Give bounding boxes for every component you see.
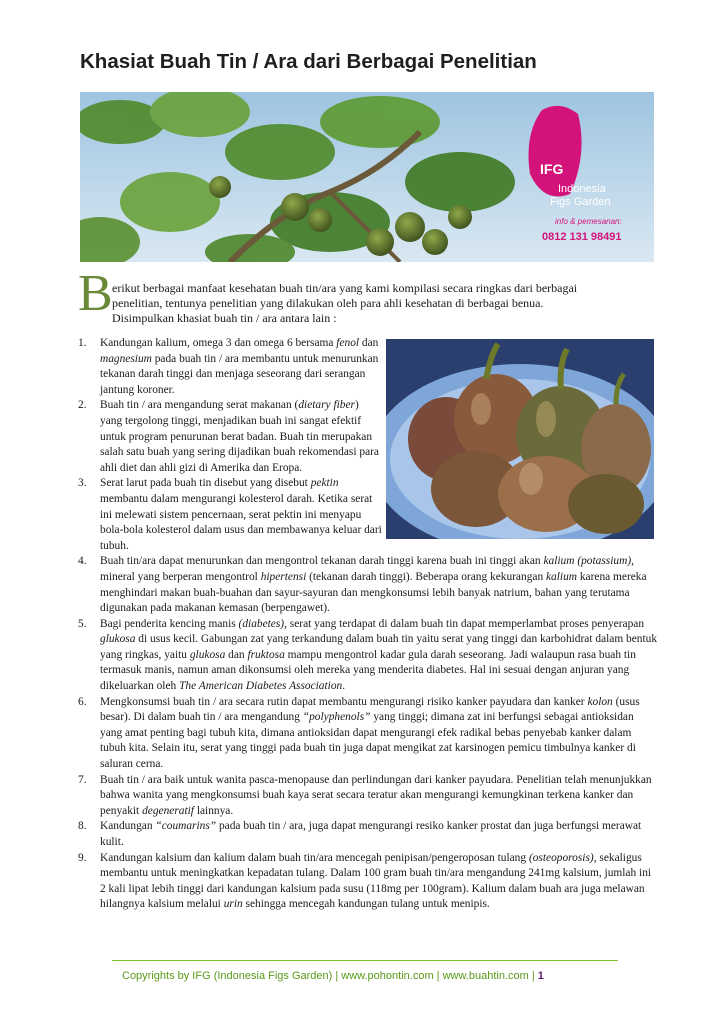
item-text: Buah tin / ara mengandung serat makanan ( [100,399,299,412]
list-item [78,398,382,476]
item-text: membantu dalam mengurangi kolesterol darah. Ketika serat ini melewati sistem pencernaan, serat pektin ini menyapu bola-bola kolesterol dalam usus dan membawanya keluar dari tubuh. [100,492,382,552]
item-text: . [342,680,346,693]
benefits-list [78,336,658,913]
item-text: di usus kecil. Gabungan zat yang terkandung dalam buah tin yaitu serat yang tinggi dan karbohidrat dalam bentuk yang ringkas, yaitu [100,633,658,661]
footer [122,970,544,982]
list-item [78,554,658,616]
item-text: Kandungan [100,820,156,833]
item-italic: pektin [310,477,339,490]
fig-tree-image [80,92,654,262]
list-number: 4. [78,555,87,568]
item-italic: kolon [587,695,613,708]
item-text: Mengkonsumsi buah tin / ara secara rutin dapat membantu mengurangi risiko kanker payudara dan kanker [100,695,588,708]
item-text: dan [225,648,248,661]
list-item [78,773,658,820]
item-text: yang tinggi; dimana zat ini berfungsi sebagai antioksidan yang amat penting bagi tubuh kita, dimana antioksidan dapat mengurangi efek radikal bebas penyebab kanker dalam tubuh kita. Selain itu, serat yang tinggi pada buah tin juga dapat mengikat zat karsinogen pemicu timbulnya kanker di saluran cerna. [100,711,636,771]
footer-divider [112,960,618,961]
logo-short: IFG [540,161,564,177]
item-italic: kalium (potassium) [543,555,632,568]
info-label: info & pemesanan: [555,217,622,226]
logo-name-2: Figs Garden [550,196,611,208]
item-text: , sekaligus membantu untuk meningkatkan kepadatan tulang. Dalam 100 gram buah tin/ara mengandung 241mg kalsium, jumlah ini 2 kali lipat lebih tinggi dari kandungan kalsium pada susu (118mg per 100gram). Kalium dalam buah ara juga melawan hilangnya kalsium melalui [100,851,652,911]
item-italic: kalium [545,570,577,583]
list-item [78,476,382,554]
list-number: 7. [78,773,87,786]
intro-line: penelitian, tentunya penelitian yang dilakukan oleh para ahli kesehatan di berbagai benua. [112,296,544,310]
list-item [78,617,658,695]
item-text: Buah tin / ara baik untuk wanita pasca-menopause dan perlindungan dari kanker payudara. Penelitian telah menunjukkan bahwa wanita yang mengkonsumsi buah kaya serat secara teratur akan mengurangi kemungkinan terkena kanker dan penyakit [100,773,652,817]
item-text: , mineral yang berperan mengontrol [100,555,634,583]
item-text: Kandungan kalsium dan kalium dalam buah tin/ara mencegah penipisan/pengeroposan tulang [100,851,529,864]
list-item [78,851,658,913]
item-text: Bagi penderita kencing manis [100,617,239,630]
item-italic: glukosa [100,633,136,646]
drop-cap: B [78,265,113,322]
item-text: Serat larut pada buah tin disebut yang disebut [100,477,311,490]
list-item [78,695,658,773]
item-text: mampu mengontrol kadar gula darah seseorang. Jadi walaupun rasa buah tin termasuk manis, namun aman dikonsumsi oleh mereka yang menderita diabetes. Hal ini sesuai dengan anjuran yang dikeluarkan oleh [100,648,636,693]
list-number: 1. [78,337,87,349]
list-item [78,819,658,850]
item-italic: fenol [336,337,360,349]
page-title: Khasiat Buah Tin / Ara dari Berbagai Penelitian [80,50,537,73]
item-italic: “coumarins” [155,820,217,833]
list-number: 5. [78,617,87,630]
item-text: , serat yang terdapat di dalam buah tin dapat memperlambat proses penyerapan [284,617,645,630]
intro-line: Disimpulkan khasiat buah tin / ara antara lain : [112,311,337,325]
page-number: 1 [537,970,544,982]
item-text: Kandungan kalium, omega 3 dan omega 6 bersama [100,337,337,349]
list-number: 2. [78,399,87,412]
list-number: 3. [78,477,87,490]
item-italic: degeneratif [142,804,194,817]
logo-name-1: Indonesia [558,183,606,195]
item-italic: glukosa [189,648,226,661]
list-number: 6. [78,695,87,708]
item-italic: “polyphenols” [302,711,371,724]
footer-copyright: Copyrights by IFG (Indonesia Figs Garden) | www.pohontin.com | www.buahtin.com | [122,970,538,982]
item-text: (tekanan darah tinggi). Beberapa orang kekurangan [306,570,546,583]
list-item [78,336,382,398]
intro-paragraph [112,281,652,326]
item-italic: hipertensi [260,570,307,583]
fig-tree-banner [80,92,654,262]
list-number: 8. [78,820,87,833]
item-text: pada buah tin / ara membantu untuk menurunkan tekanan darah tinggi dan menjaga seseorang dari serangan jantung koroner. [100,352,379,396]
item-text: dan [359,337,379,349]
item-italic: (diabetes) [238,617,285,630]
item-italic: urin [223,898,243,911]
item-italic: (osteoporosis) [528,851,594,864]
phone-number: 0812 131 98491 [542,231,622,243]
intro-line: erikut berbagai manfaat kesehatan buah tin/ara yang kami kompilasi secara ringkas dari berbagai [112,281,578,295]
item-text: lainnya. [193,804,234,817]
item-italic: magnesium [100,352,152,365]
list-number: 9. [78,851,87,864]
item-text: sehingga mencegah kandungan tulang untuk menipis. [242,898,490,911]
item-italic: dietary fiber [298,399,355,412]
item-italic: fruktosa [247,648,285,661]
item-text: pada buah tin / ara, juga dapat mengurangi resiko kanker prostat dan juga berfungsi merawat kulit. [100,820,642,848]
item-text: Buah tin/ara dapat menurunkan dan mengontrol tekanan darah tinggi karena buah ini tinggi akan [100,555,544,568]
item-text: (usus besar). Di dalam buah tin / ara mengandung [100,695,640,724]
item-italic: The American Diabetes Association [179,680,343,693]
item-text: ) yang tergolong tinggi, menjadikan buah ini sangat efektif untuk program penurunan berat badan. Buah tin merupakan salah satu buah yang sering dijadikan buah rekomendasi para ahli diet dan ahli gizi di Amerika dan Eropa. [100,399,379,474]
item-text: karena mereka menghindari makan buah-buahan dan sayur-sayuran dan mengkonsumsi lebih banyak natrium, bahan yang terutama digunakan pada makanan kemasan (berpengawet). [100,570,647,615]
